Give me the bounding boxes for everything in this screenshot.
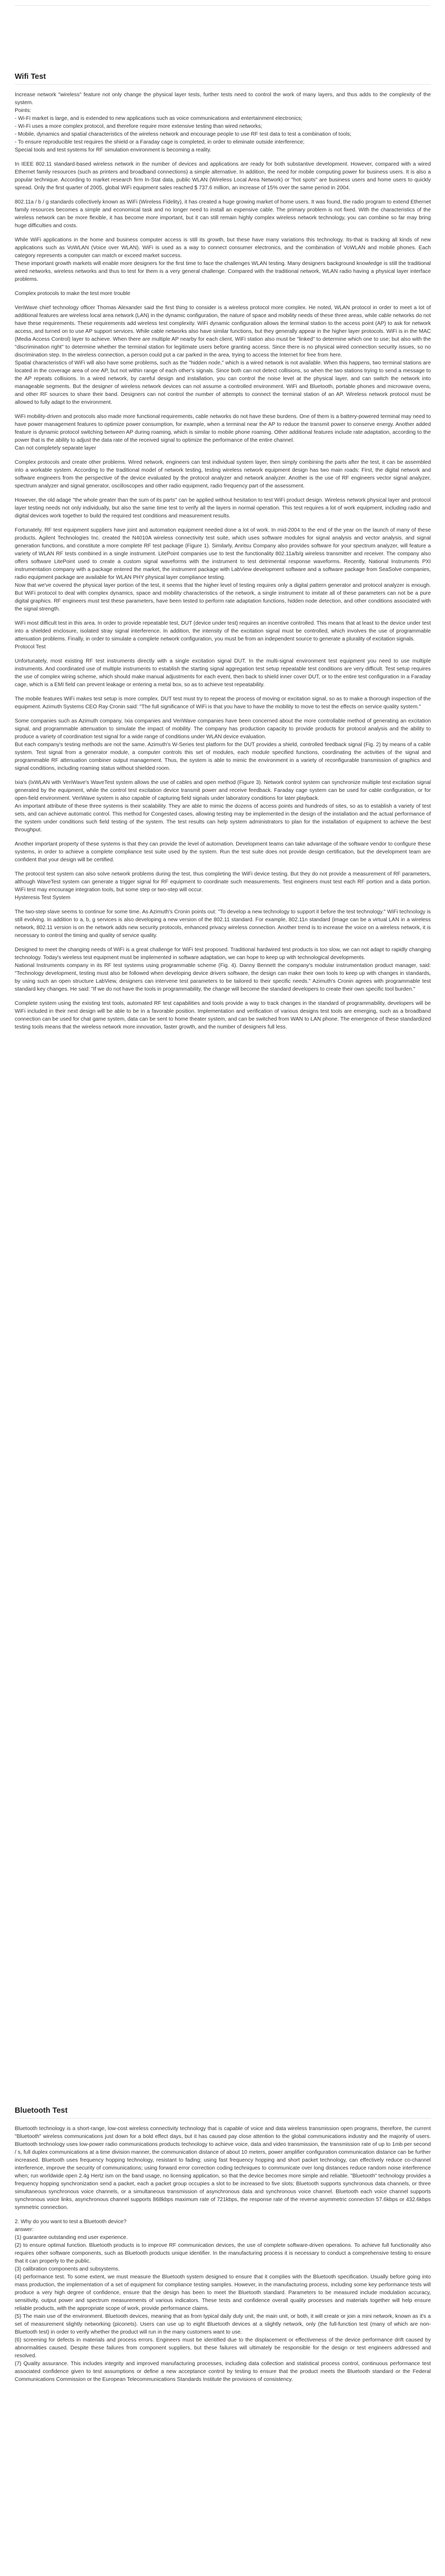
paragraph-line: An important attribute of these three systems is their scalability. They are able to mimic the dozens of access points and hundreds of sites, so as to establish a variety of test sets, and can achieve automatic control. This method for Congested cases, allowing testing may be implemented in the design of the installation and the actual performance of the system under conditions such field testing of the system. The test results can help system administrators to plan for the installation of equipment to achieve the best throughput. xyxy=(15,803,431,833)
paragraph xyxy=(15,304,431,406)
paragraph-line: VeriWave chief technology officer Thomas Alexander said the first thing to consider is a wireless protocol more complex. He noted, WLAN protocol in order to meet a lot of additional features are wireless local area network (LAN) in the dynamic configuration, the nature of space and mobility needs of these three areas, while cable networks do not have these requirements. These requirements add wireless test complexity. WiFi dynamic configuration allows the terminal station to the access point (AP) to ask for network access, and turned on to use AP support services. While cable networks also have similar functions, but they generally appear in the higher layer protocols. WiFi is in the MAC (Media Access Control) layer to achieve. When there are multiple AP nearby for each client, WiFi station also must be "linked" to determine which one to use; but also with the "discrimination right" to determine whether the terminal station for legitimate users before granting access. Since there is no physical wired connection security issues, so no discrimination step. In the wireless connection, a person could put a car parked in the area, trying to access the Internet for free from here. xyxy=(15,305,431,358)
paragraph-line: National Instruments company in its RF test systems using programmable scheme (Fig. 4). Danny Bennett the company's modular instrumentation product manager, said: "Technology development, testing must also be followed when developing device drivers software, the design can make their own tools to keep up with changes in standards, by using such an open structure LabView, designers can intervene test parameters to be tailored to their specific needs." Azimuth's Cronin agrees with programmable test standard key changes. He said: "If we do not have the tools in programmability, the change will become the standard developers to create their own specific tool burden." xyxy=(15,963,431,992)
bluetooth-test-section xyxy=(0,2105,445,2390)
paragraph xyxy=(15,1000,431,1031)
bluetooth-test-heading: Bluetooth Test xyxy=(15,2106,68,2115)
paragraph-line: (1) guarantee outstanding end user experience. xyxy=(15,2235,128,2241)
paragraph xyxy=(15,870,431,902)
paragraph xyxy=(15,908,431,940)
paragraph-line: WiFi mobility-driven and protocols also made more functional requirements, cable networks do not have these burdens. One of them is a battery-powered terminal may need to have power management features to optimize power consumption, for example, when a terminal near the AP to reduce the transmit power to conserve energy. Another added feature is dynamic protocol switching between AP during roaming, which is similar to mobile phone roaming. Other additional features include rate adaptation, according to the power that is the ability to adjust the data rate of the received signal to optimize the performance of the entire channel. xyxy=(15,414,431,443)
bluetooth-test-body xyxy=(15,2125,431,2384)
paragraph xyxy=(15,2218,431,2384)
paragraph-line: Increase network "wireless" feature not only change the physical layer tests, further tests need to control the work of many layers, and thus adds to the complexity of the system. xyxy=(15,92,431,106)
paragraph xyxy=(15,290,431,298)
paragraph-line: Special tools and test systems for RF simulation environment is becoming a reality. xyxy=(15,147,211,153)
paragraph xyxy=(15,717,431,772)
paragraph-line: But each company's testing methods are not the same. Azimuth's W-Series test platform for the DUT provides a shield, controlled feedback signal (Fig. 2) by means of a cable system. Test signal from a generator module, a computer controls this set of modules, each module specified functions, coordinating the activities of the signal and programmable RF attenuation combiner output management. Thus, the system is able to mimic the environment in a variety of reconfigurable transmission of graphics and signal conditions, including roaming status without shielded room. xyxy=(15,742,431,771)
wifi-test-body xyxy=(15,91,431,1031)
paragraph-line: Complex protocols to make the test more trouble xyxy=(15,291,130,297)
paragraph-line: Complete system using the existing test tools, automated RF test capabilities and tools provide a way to track changes in the standard of programmability, developers will be WiFi included in their next design will be able to be in a favorable position. Implementation and verification of various designs test tools are emerging, such as a broadband connection can be used for chat game system, data can be sent to home theater system, and can be switched from WAN to LAN phone. The emergence of these standardized testing tools means that the wireless network more innovation, faster growth, and the number of designers full less. xyxy=(15,1001,431,1030)
paragraph-line: Unfortunately, most existing RF test instruments directly with a single excitation signal DUT. In the multi-signal environment test equipment you need to use multiple instruments. And coordinated use of multiple instruments to establish the starting signal aggregation test setup repeatable test conditions are very difficult. Test setup requires the use of complex wiring scheme, which should make manual adjustments for each event, then back to shield inner cover DUT, or to the entire test configuration in a Faraday cage, which is a EMI field can prevent leakage or entering a metal box, so as to achieve test repeatability. xyxy=(15,658,431,688)
paragraph-line: Ixia's (IxWLAN with VeriWave's WaveTest system allows the use of cables and open method (Figure 3). Network control system can synchronize multiple test excitation signal generated by the equipment, while the control test excitation device transmit power and receive feedback. Faraday cage system can be used for cable configuration, or for open-field environment. VeriWave system is also capable of capturing field signals under laboratory conditions for later playback. xyxy=(15,780,431,801)
paragraph-line: Can not completely separate layer xyxy=(15,445,96,451)
paragraph-line: Designed to meet the changing needs of WiFi is a great challenge for WiFi test proposed. Traditional hardwired test products is too slow, we can not adapt to rapidly changing technology. Today's wireless test equipment must be implemented in software adaptation, we can hope to keep up with technological developments. xyxy=(15,947,431,961)
paragraph-line: In IEEE 802.11 standard-based wireless network in the number of devices and applications are ready for both substantive development. However, compared with a wired Ethernet family resources (such as printers and broadband connections) a simple alternative. In addition, the need for mobile computing power for business users. It is also a popular technique. According to market research firm In-Stat data, public WLAN (Wireless Local Area Network) or "hot spots" are business users and home users to quickly spread. Only the first quarter of 2005, global WiFi equipment sales reached $ 737.6 million, an increase of 15% over the same period in 2004. xyxy=(15,161,431,191)
wifi-heading-divider xyxy=(15,84,431,85)
paragraph-line: Protocol Test xyxy=(15,644,46,650)
paragraph xyxy=(15,198,431,230)
paragraph-line: Another important property of these systems is that they can provide the level of automation. Development teams can take advantage of the software vendor to configure these systems, in order to achieve a complete compliance test suite used by the system. Run the test suite does not provide design certification, but the development team are confident that your design will be certified. xyxy=(15,841,431,863)
paragraph-line: (5) The main use of the environment. Bluetooth devices, meaning that as from typical daily duty unit, the main unit, or both, it will create or join a mini network, known as it's a set of measurement slightly networking (piconets). Users can use up to eight Bluetooth devices at a slightly network, only (the full-function test (many of which are non-Bluetooth test) in order to verify whether the product will run in the many customers want to use. xyxy=(15,2314,431,2335)
paragraph-line: - Mobile, dynamics and spatial characteristics of the wireless network and encourage people to use RF test data to test a combination of tools; xyxy=(15,131,351,137)
paragraph-line: The mobile features WiFi makes test setup is more complex. DUT test must try to repeat the process of moving or excitation signal, so as to make a thorough inspection of the equipment. Azimuth Systems CEO Ray Cronin said: "The full significance of WiFi is that you have to have the mobility to move to test the effects on service quality system." xyxy=(15,696,431,710)
paragraph xyxy=(15,657,431,689)
paragraph-line: Now that we've covered the physical layer portion of the test, it seems that the higher level of testing requires only a digital pattern generator and protocol analyzer is enough. But WiFi protocol to deal with complex dynamics, space and mobility characteristics of the network, a single instrument to imitate all of these parameters can not be a pure digital graphics. RF engineers must test these parameters, have been tested to perform rate adaptation functions, hidden node detection, and other conditions associated with the signal strength. xyxy=(15,583,431,612)
paragraph-line: - Wi-Fi uses a more complex protocol, and therefore require more extensive testing than wired networks; xyxy=(15,124,262,129)
paragraph xyxy=(15,413,431,452)
paragraph xyxy=(15,526,431,613)
paragraph-line: However, the old adage "the whole greater than the sum of its parts" can be applied without hesitation to test WiFi product design. Wireless network physical layer and protocol layer testing needs not only individually, but also the same time test to verify all the layers in normal operation. This test requires a lot of work equipment, including radio and digital devices work together to build the required test conditions and measurement results. xyxy=(15,497,431,519)
paragraph-line: answer: xyxy=(15,2227,34,2233)
paragraph-line: (6) screening for defects in materials and process errors. Engineers must be identified due to the displacement or effectiveness of the device performance drift caused by abnormalities caused. Despite these failures from component suppliers, but these failures will ultimately be responsible for the design or test engineers addressed and resolved. xyxy=(15,2337,431,2359)
top-divider xyxy=(15,5,430,6)
paragraph-line: Fortunately, RF test equipment suppliers have joint and automation equipment needed done a lot of work. In mid-2004 to the end of the year on the launch of many of these products. Agilent Technologies Inc. created the N4010A wireless connectivity test suite, which uses software modules for signal analysis and vector analysis, and signal generation functions, and constitute a more complete RF test package (Figure 1). Similarly, Anritsu Company also provides software for your spectrum analyzer, will feature a variety of WLAN RF tests combined in a single instrument. LitePoint companies use to test the functionality 802.11a/b/g wireless transmitter and receiver. The company also offers software LitePoint used to create a custom signal waveforms with the instrument to test detrimental response waveforms. Recently, National Instruments PXI instrumentation company with a package entered the market, the instrument package with LabView development software and a software package from SeaSolve companies, radio equipment package are available for WLAN PHY physical layer compliance testing. xyxy=(15,527,431,581)
paragraph xyxy=(15,236,431,283)
paragraph xyxy=(15,619,431,651)
paragraph xyxy=(15,91,431,154)
paragraph xyxy=(15,946,431,993)
paragraph-line: The protocol test system can also solve network problems during the test, thus completing the WiFi device testing. But they do not provide a measurement of RF parameters, although WaveTest system can generate a trigger signal for RF equipment to coordinate such measurements. Test engineers must test each RF portion and a data portion. WiFi test may encourage integration tools, but some step or two-step will occur. xyxy=(15,871,431,893)
paragraph-line: Complex protocols and create other problems. Wired network, engineers can test individual system layer, then simply combining the parts after the test, it can be assembled into a workable system. According to the traditional model of network testing, testing wireless network equipment design has two main roads: First, the digital network and software engineers from the perspective of the device evaluated by the protocol analyzer and network analyzer. Another is the use of RF engineers vector signal analyzer, spectrum analyzer and signal generator, oscilloscopes and other radio equipment, radio frequency part of the assessment. xyxy=(15,460,431,489)
paragraph xyxy=(15,779,431,834)
paragraph-line: Bluetooth technology is a short-range, low-cost wireless connectivity technology that is capable of voice and data wireless transmission open programs, therefore, the current "Bluetooth" wireless communications just down for a bold effect days, but it has caused pay close attention to the global communications industry and the majority of users. Bluetooth technology uses low-power radio communications products technology to achieve voice, data and video transmission, the transmission rate of up to 1mb per second / s, full duplex communications at a time division manner, the communication distance of about 10 meters, power amplifier configuration communication distance can be further increased. Bluetooth uses frequency hopping technology, resistant to fading; using fast frequency hopping and short packet technology, can effectively reduce co-channel interference, improve the security of communications; using forward error correction coding techniques to communicate over long distances reduce random noise interference when; run worldwide open 2.4g Hertz ism on the band usage, no licensing application, so that the device becomes more simple and reliable. "Bluetooth" technology provides a frequency hopping synchronization send a packet, each a packet group occupies a slot to be increased to five slots; Bluetooth supports synchronous data channels, or three simultaneous synchronous voice channels, or a simultaneous transmission of asynchronous data and synchronous voice channel. Bluetooth each voice channel supports synchronous voice links, asynchronous channel supports 868kbps maximum rate of 721kbps, the response rate of the reverse asymmetric connection 57.6kbps or 432.6kbps symmetric connection. xyxy=(15,2126,431,2211)
paragraph-line: - Wi-Fi market is large, and is extended to new applications such as voice communications and entertainment electronics; xyxy=(15,116,302,121)
paragraph-line: - To ensure reproducible test requires the shield or a Faraday cage is completed, in order to eliminate outside interference; xyxy=(15,139,305,145)
paragraph-line: Points: xyxy=(15,108,32,114)
wifi-test-heading: Wifi Test xyxy=(15,73,46,81)
paragraph xyxy=(15,459,431,490)
paragraph xyxy=(15,695,431,711)
paragraph-line: (3) calibration components and subsystems. xyxy=(15,2266,120,2272)
paragraph-line: (4) performance test. To some extent, we must measure the Bluetooth system designed to ensure that it complies with the Bluetooth specification. Usually before going into mass production, the implementation of a set of equipment for compliance testing samples. However, in the manufacturing process, including some key performance tests will produce a very high degree of confidence, ensure that the design has been to meet the Bluetooth standard. Parameters to be measured include modulation accuracy, sensitivity, output power and spectrum measurements of various indicators. These tests and confidence overall quality processes and materials together will help ensure reliable products, with the appropriate scope of work, provide performance claims. xyxy=(15,2274,431,2312)
wifi-test-section xyxy=(0,72,445,1037)
paragraph xyxy=(15,840,431,864)
paragraph xyxy=(15,160,431,192)
paragraph-line: 2. Why do you want to test a Bluetooth device? xyxy=(15,2219,127,2225)
paragraph-line: While WiFi applications in the home and business computer access is still its growth, but these have many variations this technology. Its-that is tracking all kinds of new applications such as VoWLAN (Voice over WLAN). WiFi is used as a way to connect consumer electronics, and the combination of VoWLAN and mobile phones. Each category represents a computer can match or exceed market success. xyxy=(15,237,431,259)
paragraph xyxy=(15,496,431,520)
paragraph-line: Some companies such as Azimuth company, Ixia companies and VeriWave companies have been concerned about the more controllable method of generating an excitation signal, and programmable attenuation to simulate the impact of mobility. The company has production capacity to provide products for protocol analysis and the ability to produce a variety of coordination test signal for a wide range of conditions under WLAN device evaluation. xyxy=(15,718,431,740)
paragraph-line: Spatial characteristics of WiFi will also have some problems, such as the "hidden node," which is a wired network is not available. When this happens, two terminal stations are located in the coverage area of one AP, but not within range of each other's signals. Since both can not detect collisions, so when the two stations trying to send a message to the AP repeats collisions. In a wired network, by careful design and installation, you can control the noise level at the physical layer, and can switch the network into manageable segments. But the designer of wireless network devices can not assume a controlled environment. WiFi and Bluetooth, portable phones and microwave ovens, and other RF sources to share their band. Designers can not control the number of attempts to connect the terminal station of an AP. Wireless network protocol must be allowed to fully adapt to the environment. xyxy=(15,360,431,405)
paragraph xyxy=(15,2125,431,2212)
paragraph-line: WiFi most difficult test in this area. In order to provide repeatable test, DUT (device under test) requires an incentive controlled. This means that at least to the device under test into a shielded enclosure, isolated stray signal interference. In addition, the intensity of the excitation signal must be controlled, which involves the use of programmable attenuation problems. Finally, in order to simulate a complete network configuration, you must be from an independent source to generate a plurality of excitation signals. xyxy=(15,620,431,642)
paragraph-line: 802.11a / b / g standards collectively known as WiFi (Wireless Fidelity), it has created a huge growing market of home users. It was found, the radio program to extend Ethernet family resources becomes a simple and economical task and no longer need to install an expensive cable. The primary problem is not fixed. With the characteristics of the wireless network can be more flexible, it has become more important, but it can still remain highly complex wireless network technology, you can combine so far may bring huge difficulties and costs. xyxy=(15,199,431,229)
paragraph-line: (2) to ensure optimal function. Bluetooth products is to improve RF communication devices, the use of complete software-driven operations. To achieve full functionality also requires other software components, such as Bluetooth products unique identifier. In the manufacturing process it is necessary to conduct a comprehensive testing to ensure that it can properly to the public. xyxy=(15,2243,431,2264)
paragraph-line: The two-step slave seems to continue for some time. As Azimuth's Cronin points out: "To develop a new technology to support it before the test technology." WiFi technology is still evolving. In addition to a, b, g services is also developing a new version of the 802.11 standard. For example, 802.11n standard (image can be a virtual LAN in a wireless network, 802.11 version is on the network adds new security protocols, enhanced privacy wireless connection. Another trend is to increase the voice on a wireless network, it is necessary to control the timing and quality of service quality. xyxy=(15,909,431,939)
paragraph-line: These important growth markets will enable more designers for the first time to face the challenges WLAN testing. Many designers background knowledge is still the traditional wired networks, wireless networks and thus to test for them is a very general challenge. Compared with the traditional network, WLAN radio having a physical layer interface problems. xyxy=(15,261,431,282)
paragraph-line: (7) Quality assurance. This includes integrity and improved manufacturing processes, including data collection and statistical process control, continuous performance test associated confidence given to test assumptions or define a new acceptance control by testing to ensure that the product meets the Bluetooth standard or the Federal Communications Commission or the European Telecommunications Standards Institute the provisions of consistency. xyxy=(15,2361,431,2382)
paragraph-line: Hysteresis Test System xyxy=(15,895,70,901)
bluetooth-heading-divider xyxy=(15,2118,431,2119)
